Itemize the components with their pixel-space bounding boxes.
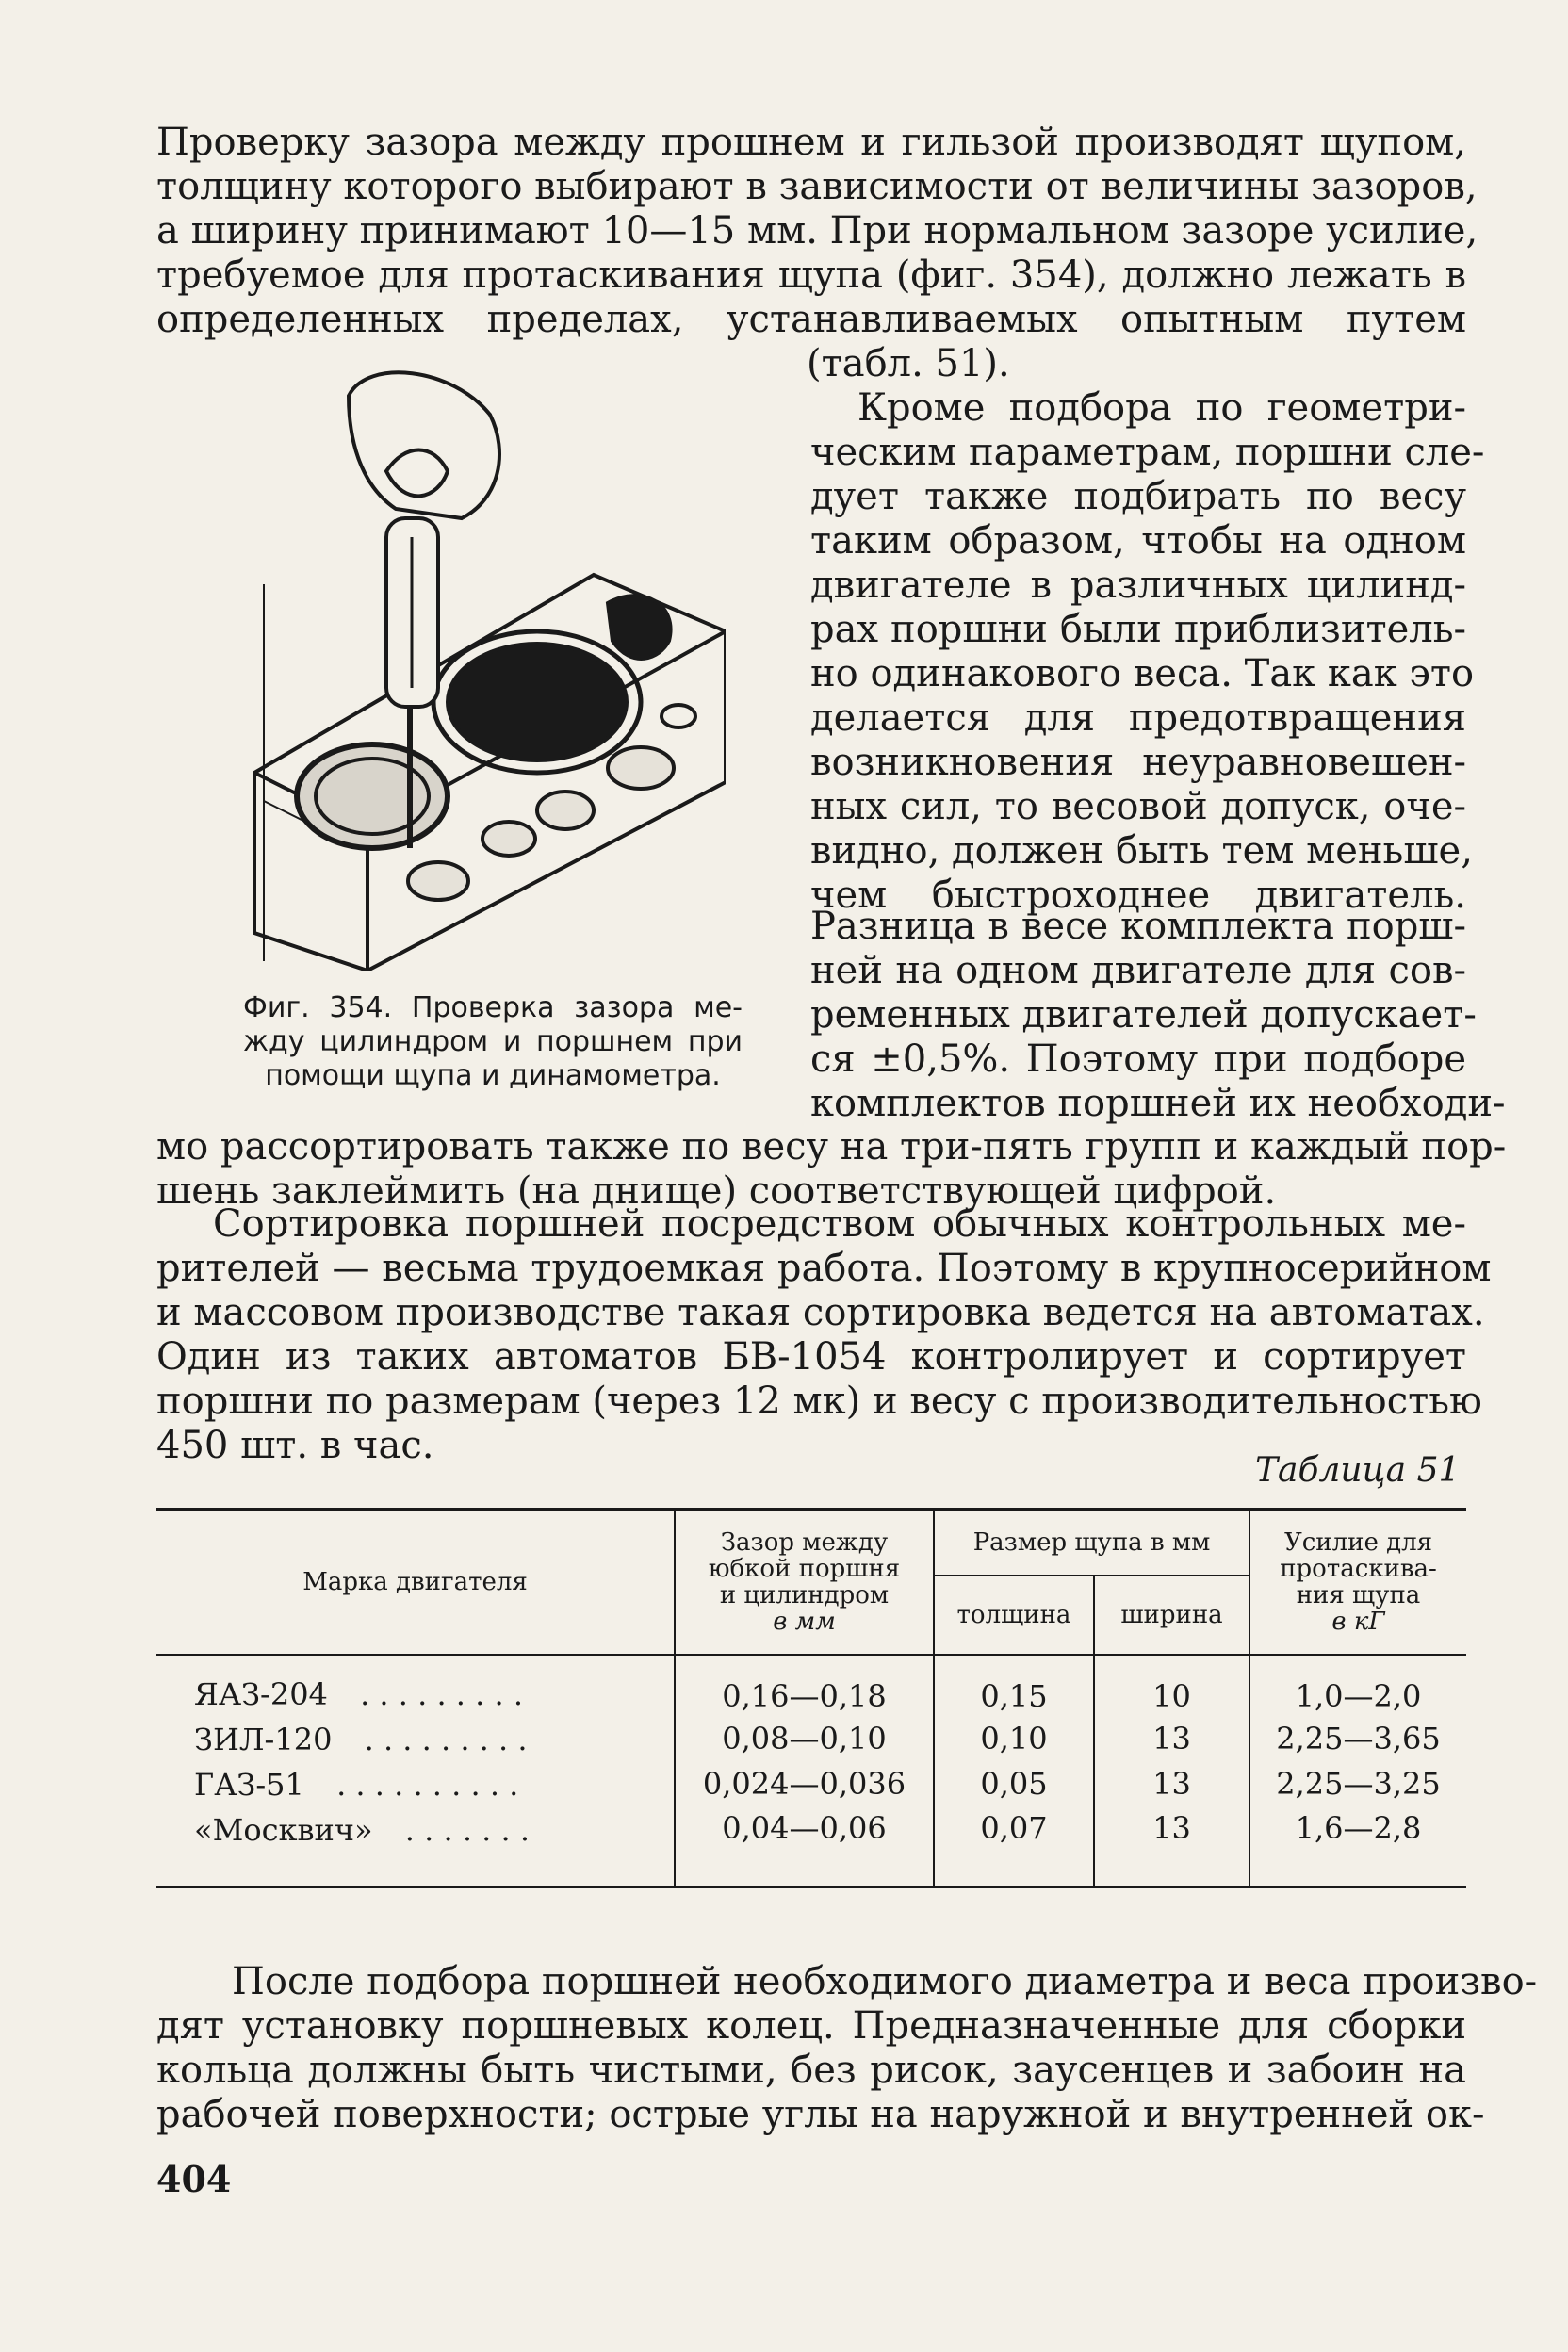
text-line: требуемое для протаскивания щупа (фиг. 354), должно лежать в [156,253,1466,297]
row-thickness: 0,15 [934,1655,1094,1716]
header-brand [156,1510,675,1656]
text-line: (табл. 51). [807,342,1010,385]
row-brand [156,1761,675,1806]
row-brand [156,1806,675,1887]
paragraph-automation [156,1202,1492,1468]
text-line: шень заклеймить (на днище) соответствующей цифрой. [156,1169,1277,1213]
text-line: рителей — весьма трудоемкая работа. Поэтому в крупносерийном [156,1247,1492,1290]
row-width: 13 [1094,1806,1250,1887]
row-width: 13 [1094,1716,1250,1761]
text-line: Проверку зазора между прошнем и гильзой производят щупом, [156,121,1466,164]
figure-354-illustration [236,358,726,971]
text-line: определенных пределах, устанавливаемых опытным путем [156,298,1466,341]
caption-line: Фиг. 354. Проверка зазора ме- [243,991,743,1024]
text-line: ческим параметрам, поршни сле- [810,431,1485,474]
text-line: ных сил, то весовой допуск, оче- [810,785,1466,828]
figure-caption [243,991,743,1093]
caption-line: жду цилиндром и поршнем при [243,1025,743,1058]
text-line: 450 шт. в час. [156,1424,434,1467]
text-line: а ширину принимают 10—15 мм. При нормальном зазоре усилие, [156,209,1478,253]
paragraph-weight-sorting [156,1125,1507,1214]
text-line: двигателе в различных цилинд- [810,564,1466,607]
text-line: Сортировка поршней посредством обычных контрольных ме- [213,1202,1466,1246]
table-row [156,1716,1466,1761]
text-line: таким образом, чтобы на одном [810,519,1466,563]
text-line: После подбора поршней необходимого диаметра и веса произво- [232,1960,1538,2003]
header-gap-line: Зазор между [720,1528,889,1557]
header-force-line: протаскива- [1280,1555,1437,1583]
text-line: Кроме подбора по геометри- [858,386,1466,430]
row-force: 1,6—2,8 [1295,1809,1422,1846]
text-line: рабочей поверхности; острые углы на наружной и внутренней ок- [156,2093,1485,2136]
header-thickness: толщина [934,1576,1094,1655]
text-line: ся ±0,5%. Поэтому при подборе [810,1037,1466,1081]
text-line: Разница в весе комплекта порш- [810,905,1466,948]
row-gap: 0,16—0,18 [675,1655,934,1716]
row-thickness: 0,07 [934,1806,1094,1887]
leader-dots: . . . . . . . . . . [336,1767,519,1803]
paragraph-ring-installation [156,1960,1538,2137]
leader-dots: . . . . . . . [404,1812,531,1848]
text-line: дят установку поршневых колец. Предназначенные для сборки [156,2004,1466,2048]
table-row [156,1655,1466,1716]
text-line: ней на одном двигателе для сов- [810,949,1466,992]
header-force-line: Усилие для [1283,1528,1433,1557]
data-table [156,1508,1466,1888]
paragraph-gap-check [156,121,1478,386]
text-line: мо рассортировать также по весу на три-пять групп и каждый пор- [156,1125,1507,1168]
row-thickness: 0,10 [934,1716,1094,1761]
text-line: ременных двигателей допускает- [810,993,1477,1037]
paragraph-weight-selection [810,386,1485,918]
brand-name: ЯАЗ-204 [194,1676,328,1712]
table-row [156,1761,1466,1806]
text-line: и массовом производстве такая сортировка ведется на автоматах. [156,1291,1485,1334]
header-force-line: в кГ [1331,1608,1385,1636]
page-number: 404 [156,2158,232,2200]
paragraph-weight-tolerance [810,905,1506,1126]
text-line: видно, должен быть тем меньше, [810,829,1473,873]
leader-dots: . . . . . . . . . [364,1722,528,1757]
row-brand [156,1655,675,1716]
brand-name: ГАЗ-51 [194,1767,304,1803]
text-line: комплектов поршней их необходи- [810,1082,1506,1125]
text-line: чем быстроходнее двигатель. [810,874,1466,917]
header-probe-size-label: Размер щупа в мм [972,1528,1211,1557]
header-force-line: ния щупа [1296,1581,1421,1609]
text-line: поршни по размерам (через 12 мк) и весу с производительностью [156,1380,1482,1423]
row-width: 10 [1094,1655,1250,1716]
text-line: но одинакового веса. Так как это [810,652,1475,695]
header-gap-line: и цилиндром [719,1581,890,1609]
header-gap-line: юбкой поршня [708,1555,901,1583]
row-brand [156,1716,675,1761]
text-line: дует также подбирать по весу [810,475,1466,518]
table-row [156,1806,1466,1887]
row-width: 13 [1094,1761,1250,1806]
text-line: кольца должны быть чистыми, без рисок, заусенцев и забоин на [156,2049,1466,2092]
brand-name: ЗИЛ-120 [194,1722,333,1757]
table-title: Таблица 51 [1255,1451,1461,1490]
row-gap: 0,04—0,06 [675,1806,934,1887]
text-line: толщину которого выбирают в зависимости от величины зазоров, [156,165,1478,208]
brand-name: «Москвич» [194,1812,373,1848]
row-thickness: 0,05 [934,1761,1094,1806]
text-line: возникновения неуравновешен- [810,741,1466,784]
header-gap-line: в мм [773,1608,836,1636]
header-gap [675,1510,934,1656]
header-force [1250,1510,1466,1656]
header-brand-label: Марка двигателя [302,1568,528,1596]
header-width: ширина [1094,1576,1250,1655]
text-line: рах поршни были приблизитель- [810,608,1466,651]
leader-dots: . . . . . . . . . [360,1676,523,1712]
caption-line: помощи щупа и динамометра. [265,1059,721,1092]
row-gap: 0,08—0,10 [675,1716,934,1761]
header-probe-size [934,1510,1250,1576]
row-force: 2,25—3,65 [1276,1721,1441,1756]
row-force: 1,0—2,0 [1295,1677,1422,1714]
row-gap: 0,024—0,036 [675,1761,934,1806]
row-force: 2,25—3,25 [1276,1766,1441,1802]
text-line: делается для предотвращения [810,696,1466,740]
text-line: Один из таких автоматов БВ-1054 контролирует и сортирует [156,1335,1466,1379]
